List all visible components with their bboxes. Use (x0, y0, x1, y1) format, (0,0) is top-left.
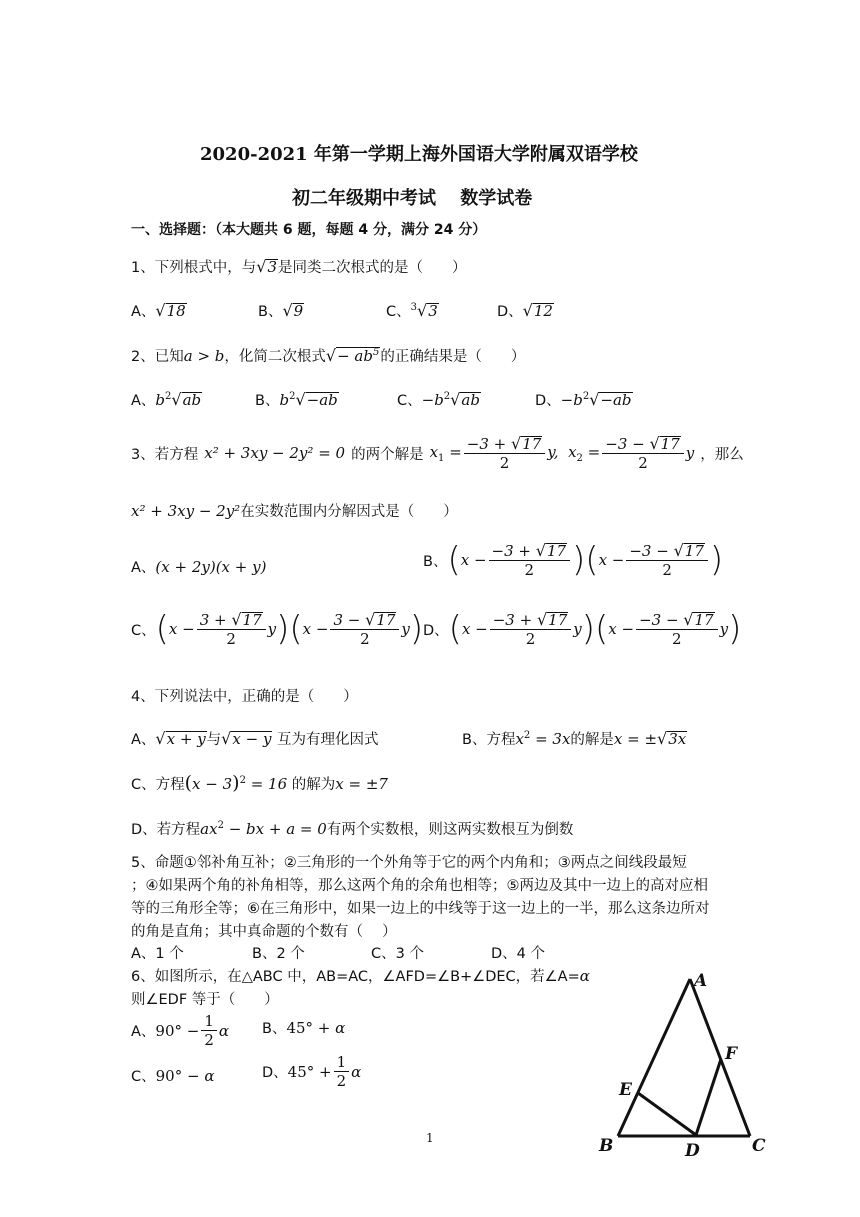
q2-option-b[interactable]: B、$b^2√-ab$ (255, 390, 338, 409)
question-1: 1、下列根式中，与√3是同类二次根式的是（ ） (131, 257, 467, 276)
side-ac (690, 979, 750, 1136)
q1-option-b-value: 9 (293, 302, 304, 320)
q2-option-d-coef: −b (560, 391, 583, 409)
q4-option-c-label: C、方程 (131, 777, 185, 793)
q1-option-c[interactable]: C、$^3$√3 (386, 301, 438, 320)
q6-option-b[interactable]: B、45° + α (262, 1019, 346, 1037)
q3-root2-fraction: $\frac{-3 - √17}{2}$ (602, 434, 684, 472)
exam-title: 2020-2021 年第一学期上海外国语大学附属双语学校 (200, 144, 638, 165)
q1-option-a-value: 18 (166, 302, 186, 320)
q4-option-d-label: D、若方程 (131, 822, 201, 838)
q3-root1-fraction: $\frac{-3 + √17}{2}$ (464, 434, 546, 472)
q3-option-a[interactable] (131, 556, 266, 577)
vertex-label-a: A (694, 971, 708, 991)
q1-option-c-index: 3 (410, 302, 417, 313)
exam-subtitle: 初二年级期中考试 数学试卷 (292, 188, 533, 209)
q3-option-a-expression: (x + 2y)(x + y) (155, 558, 267, 576)
question-3: 3、若方程 x² + 3xy − 2y² = 0 的两个解是 $x_1$ = $\frac{-3 + √17}{2}$ y, $x_2$ = $\frac{-3 - √17}{2}$ y ，那么 (131, 434, 744, 473)
q3-option-d-label: D、 (423, 622, 449, 639)
q3-stem-mid: 的两个解是 (351, 446, 424, 463)
q2-option-b-label: B、 (255, 393, 280, 409)
q6-option-d-label: D、 (262, 1065, 288, 1081)
q4-option-b-label: B、方程 (462, 732, 516, 748)
q6-option-a[interactable]: A、 90° − $\frac{1}{2}$ α (131, 1012, 230, 1049)
q1-radicand: 3 (267, 258, 277, 276)
q3-stem-start: 3、若方程 (131, 446, 199, 463)
q4-option-c-mid: 的解为 (291, 777, 336, 793)
q1-option-d-label: D、 (497, 304, 523, 320)
question-5-line-3: 等的三角形全等；⑥在三角形中，如果一边上的中线等于这一边上的一半，那么这条边所对 (131, 901, 710, 917)
segment-ed (638, 1093, 696, 1135)
q3-option-c-label: C、 (131, 622, 156, 639)
q4-option-a-mid: 与 (206, 732, 222, 748)
q6-option-d[interactable]: D、 45° + $\frac{1}{2}$ α (262, 1053, 362, 1090)
q5-option-d[interactable]: D、4 个 (491, 946, 545, 962)
q2-exponent: 5 (372, 347, 380, 358)
side-ab (618, 979, 690, 1136)
q3-line2-text: 在实数范围内分解因式是（ ） (240, 504, 458, 520)
question-6-line-1 (131, 965, 590, 986)
page-number: 1 (426, 1131, 434, 1145)
q3-stem-end: ，那么 (700, 446, 744, 463)
q4-option-c[interactable]: C、方程$(x - 3)^2 = 16$ 的解为x = ±7 (131, 772, 388, 794)
vertex-label-c: C (752, 1136, 766, 1156)
q4-option-d-tail: 有两个实数根，则这两实数根互为倒数 (326, 822, 574, 838)
q5-option-b[interactable]: B、2 个 (252, 946, 305, 962)
q2-option-b-value: −ab (306, 391, 338, 409)
q6-option-b-label: B、 (262, 1021, 287, 1037)
q2-option-d[interactable]: D、$-b^2√-ab$ (535, 390, 632, 409)
q3-option-a-label: A、 (131, 560, 156, 576)
question-4: 4、下列说法中，正确的是（ ） (131, 689, 358, 705)
q1-option-d[interactable]: D、√12 (497, 301, 553, 320)
q4-option-d[interactable]: D、若方程$ax^2$ − bx + a = 0有两个实数根，则这两实数根互为倒数 (131, 820, 574, 838)
q3-option-d[interactable]: D、 ( x − $\frac{-3 + √17}{2}$ y )( x − $\frac{-3 - √17}{2}$ y ) (423, 609, 742, 650)
q2-expression: − ab (337, 347, 373, 365)
q2-option-a-coef: b (155, 391, 166, 409)
q3-option-b-label: B、 (423, 553, 448, 570)
q1-option-d-value: 12 (533, 302, 553, 320)
q1-option-a[interactable]: A、√18 (131, 301, 186, 320)
vertex-label-b: B (599, 1136, 614, 1156)
q2-stem-start: 2、已知 (131, 349, 184, 365)
q2-stem-mid: ，化简二次根式 (224, 349, 326, 365)
q2-option-a-value: ab (182, 391, 202, 409)
q2-condition: a > b (183, 347, 225, 365)
q6-option-a-label: A、 (131, 1024, 156, 1040)
q6-option-c-label: C、 (131, 1069, 156, 1085)
q2-option-c[interactable]: C、$-b^2√ab$ (397, 390, 480, 409)
q5-option-a[interactable]: A、1 个 (131, 946, 184, 962)
segment-df (696, 1059, 721, 1135)
vertex-label-d: D (685, 1141, 700, 1161)
question-5-line-2: ；④如果两个角的补角相等，那么这两个角的余角也相等；⑤两边及其中一边上的高对应相 (131, 878, 708, 894)
q2-option-c-coef: −b (421, 391, 444, 409)
q3-option-c[interactable]: C、 ( x − $\frac{3 + √17}{2}$ y )( x − $\frac{3 - √17}{2}$ y ) (131, 609, 424, 650)
q6-alpha: α (579, 967, 590, 985)
q4-option-b-mid: 的解是 (570, 732, 614, 748)
q1-option-a-label: A、 (131, 304, 156, 320)
question-5-line-4: 的角是直角；其中真命题的个数有（ ） (131, 924, 397, 940)
q2-option-a-label: A、 (131, 393, 156, 409)
q4-option-a-label: A、 (131, 732, 156, 748)
question-5-line-1: 5、命题①邻补角互补；②三角形的一个外角等于它的两个内角和；③两点之间线段最短 (131, 855, 687, 871)
q1-option-b-label: B、 (258, 304, 283, 320)
q5-option-c[interactable]: C、3 个 (371, 946, 424, 962)
q4-option-a-tail: 互为有理化因式 (277, 732, 379, 748)
q2-option-c-value: ab (461, 391, 480, 409)
q2-option-b-coef: b (279, 391, 290, 409)
section-heading: 一、选择题：（本大题共 6 题，每题 4 分，满分 24 分） (131, 222, 487, 238)
q4-option-a[interactable]: A、√x + y与√x − y 互为有理化因式 (131, 729, 379, 748)
q2-option-d-label: D、 (535, 393, 561, 409)
q1-option-c-value: 3 (428, 302, 438, 320)
q3-line2-expression: x² + 3xy − 2y² (131, 502, 241, 520)
q2-stem-end: 的正确结果是（ ） (380, 349, 526, 365)
q1-option-b[interactable]: B、√9 (258, 301, 304, 320)
q3-line2 (131, 500, 458, 521)
vertex-label-e: E (619, 1080, 632, 1100)
q6-line1-text: 6、如图所示，在△ABC 中，AB=AC，∠AFD=∠B+∠DEC，若∠A= (131, 969, 580, 985)
q1-stem-end: 是同类二次根式的是（ ） (277, 260, 467, 276)
q3-equation: x² + 3xy − 2y² = 0 (204, 444, 346, 463)
q3-option-b[interactable]: B、 ( x − $\frac{-3 + √17}{2}$ )( x − $\frac{-3 - √17}{2}$ ) (423, 540, 724, 581)
vertex-label-f: F (725, 1044, 738, 1064)
q1-option-c-label: C、 (386, 304, 411, 320)
q2-option-d-value: −ab (600, 391, 632, 409)
question-6-line-2: 则∠EDF 等于（ ） (131, 992, 279, 1008)
q1-stem-start: 1、下列根式中，与 (131, 260, 257, 276)
question-2: 2、已知a > b，化简二次根式√− $ab^5$的正确结果是（ ） (131, 346, 526, 365)
q2-option-a[interactable]: A、$b^2√ab$ (131, 390, 202, 409)
q6-option-c[interactable]: C、90° − α (131, 1067, 215, 1085)
q4-option-b[interactable]: B、方程$x^2 = 3x$的解是x = ±√3x (462, 729, 687, 748)
q2-option-c-label: C、 (397, 393, 422, 409)
triangle-figure (590, 965, 780, 1165)
